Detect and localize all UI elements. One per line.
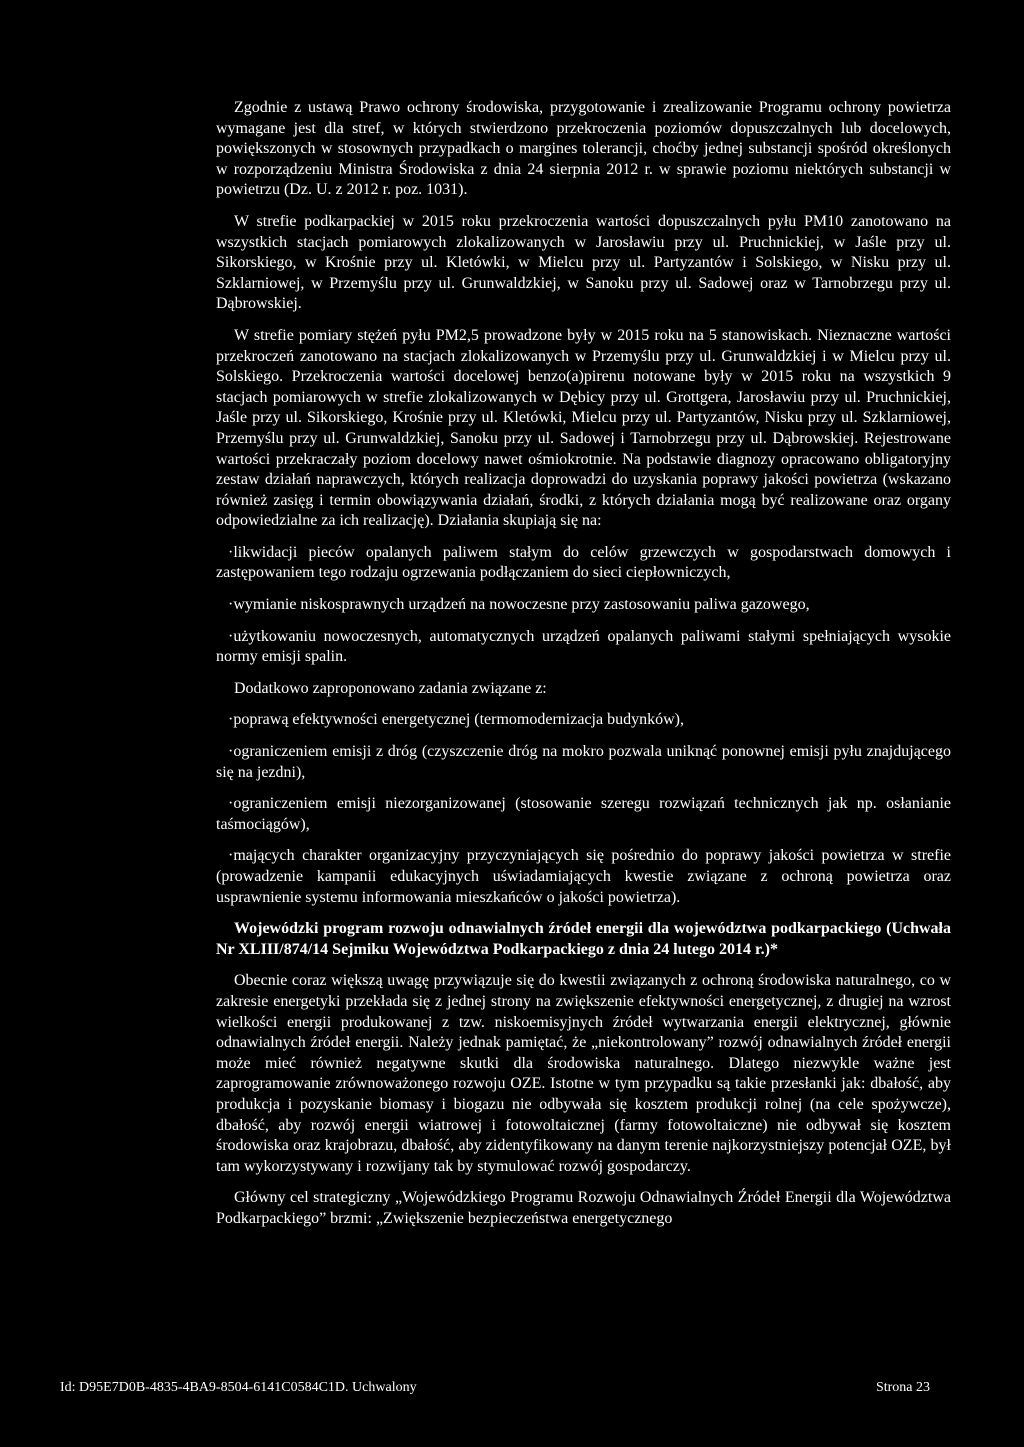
list-item: ·użytkowaniu nowoczesnych, automatycznych urządzeń opalanych paliwami stałymi spełniających wysokie normy emisji spalin. xyxy=(216,627,951,666)
section-heading: Wojewódzki program rozwoju odnawialnych źródeł energii dla województwa podkarpackiego (Uchwała Nr XLIII/874/14 Sejmiku Województwa Podkarpackiego z dnia 24 lutego 2014 r.)* xyxy=(216,920,951,958)
list-item: ·likwidacji pieców opalanych paliwem stałym do celów grzewczych w gospodarstwach domowych i zastępowaniem tego rodzaju ogrzewania podłączaniem do sieci ciepłowniczych, xyxy=(216,543,951,582)
document-body xyxy=(216,98,951,1241)
page-footer xyxy=(60,1380,930,1396)
list-item: ·mających charakter organizacyjny przyczyniających się pośrednio do poprawy jakości powietrza w strefie (prowadzenie kampanii edukacyjnych uświadamiających kwestie związane z ochroną powietrza oraz usprawnienie systemu informowania mieszkańców o jakości powietrza). xyxy=(216,847,951,906)
page-number: Strona 23 xyxy=(875,1380,930,1395)
paragraph-legal-basis: Zgodnie z ustawą Prawo ochrony środowiska, przygotowanie i zrealizowanie Programu ochrony powietrza wymagane jest dla stref, w których stwierdzono przekroczenia poziomów dopuszczalnych lub docelowych, powiększonych w stosownych przypadkach o margines tolerancji, choćby jednej substancji spośród określonych w rozporządzeniu Ministra Środowiska z dnia 24 sierpnia 2012 r. w sprawie poziomu niektórych substancji w powietrzu (Dz. U. z 2012 r. poz. 1031). xyxy=(216,99,951,199)
paragraph-pm10: W strefie podkarpackiej w 2015 roku przekroczenia wartości dopuszczalnych pyłu PM10 zanotowano na wszystkich stacjach pomiarowych zlokalizowanych w Jarosławiu przy ul. Pruchnickiej, w Jaśle przy ul. Sikorskiego, w Krośnie przy ul. Kletówki, w Mielcu przy ul. Partyzantów i Solskiego, w Nisku przy ul. Szklarniowej, w Przemyślu przy ul. Grunwaldzkiej, w Sanoku przy ul. Sadowej oraz w Tarnobrzegu przy ul. Dąbrowskiej. xyxy=(216,212,951,313)
list-item: ·wymianie niskosprawnych urządzeń na nowoczesne przy zastosowaniu paliwa gazowego, xyxy=(228,596,810,614)
list-item: ·ograniczeniem emisji niezorganizowanej (stosowanie szeregu rozwiązań technicznych jak np. osłanianie taśmociągów), xyxy=(216,795,951,833)
paragraph-oze: Obecnie coraz większą uwagę przywiązuje się do kwestii związanych z ochroną środowiska naturalnego, co w zakresie energetyki przekłada się z jednej strony na zwiększenie efektywności energetycznej, z drugiej na wzrost wielkości energii produkowanej z tzw. niskoemisyjnych źródeł wytwarzania energii elektrycznej, głównie odnawialnych źródeł energii. Należy jednak pamiętać, że „niekontrolowany” rozwój odnawialnych źródeł energii może mieć również negatywne skutki dla środowiska naturalnego. Dlatego niezwykle ważne jest zaprogramowanie zrównoważonego rozwoju OZE. Istotne w tym przypadku są takie przesłanki jak: dbałość, aby produkcja i pozyskanie biomasy i biogazu nie odbywała się kosztem produkcji rolnej (na cele spożywcze), dbałość, aby rozwój energii wiatrowej i fotowoltaicznej (farmy fotowoltaiczne) nie odbywał się kosztem środowiska oraz krajobrazu, dbałość, aby zidentyfikowany na danym terenie najkorzystniejszy potencjał OZE, był tam wykorzystywany i rozwijany tak by stymulować rozwój gospodarczy. xyxy=(216,972,951,1175)
paragraph-pm25-benzo: W strefie pomiary stężeń pyłu PM2,5 prowadzone były w 2015 roku na 5 stanowiskach. Nieznaczne wartości przekroczeń zanotowano na stacjach zlokalizowanych w Przemyślu przy ul. Grunwaldzkiej i w Mielcu przy ul. Solskiego. Przekroczenia wartości docelowej benzo(a)pirenu notowane były w 2015 roku na wszystkich 9 stacjach pomiarowych w strefie zlokalizowanych w Dębicy przy ul. Grottgera, Jarosławiu przy ul. Pruchnickiej, Jaśle przy ul. Sikorskiego, Krośnie przy ul. Kletówki, Mielcu przy ul. Partyzantów, Nisku przy ul. Szklarniowej, Przemyślu przy ul. Grunwaldzkiej, Sanoku przy ul. Sadowej i Tarnobrzegu przy ul. Dąbrowskiej. Rejestrowane wartości przekraczały poziom docelowy nawet ośmiokrotnie. Na podstawie diagnozy opracowano obligatoryjny zestaw działań naprawczych, których realizacja doprowadzi do uzyskania poprawy jakości powietrza (wskazano również zasięg i termin obowiązywania działań, środki, z których działania mogą być realizowane oraz organy odpowiedzialne za ich realizację). Działania skupiają się na: xyxy=(216,326,951,530)
list-item: ·poprawą efektywności energetycznej (termomodernizacja budynków), xyxy=(228,711,684,729)
paragraph-strategic-goal: Główny cel strategiczny „Wojewódzkiego Programu Rozwoju Odnawialnych Źródeł Energii dla Województwa Podkarpackiego” brzmi: „Zwiększenie bezpieczeństwa energetycznego xyxy=(216,1189,951,1227)
document-id: Id: D95E7D0B-4835-4BA9-8504-6141C0584C1D. Uchwalony xyxy=(60,1380,417,1395)
additional-tasks-intro: Dodatkowo zaproponowano zadania związane z: xyxy=(234,679,547,697)
list-item: ·ograniczeniem emisji z dróg (czyszczenie dróg na mokro pozwala uniknąć ponownej emisji pyłu znajdującego się na jezdni), xyxy=(216,743,951,781)
